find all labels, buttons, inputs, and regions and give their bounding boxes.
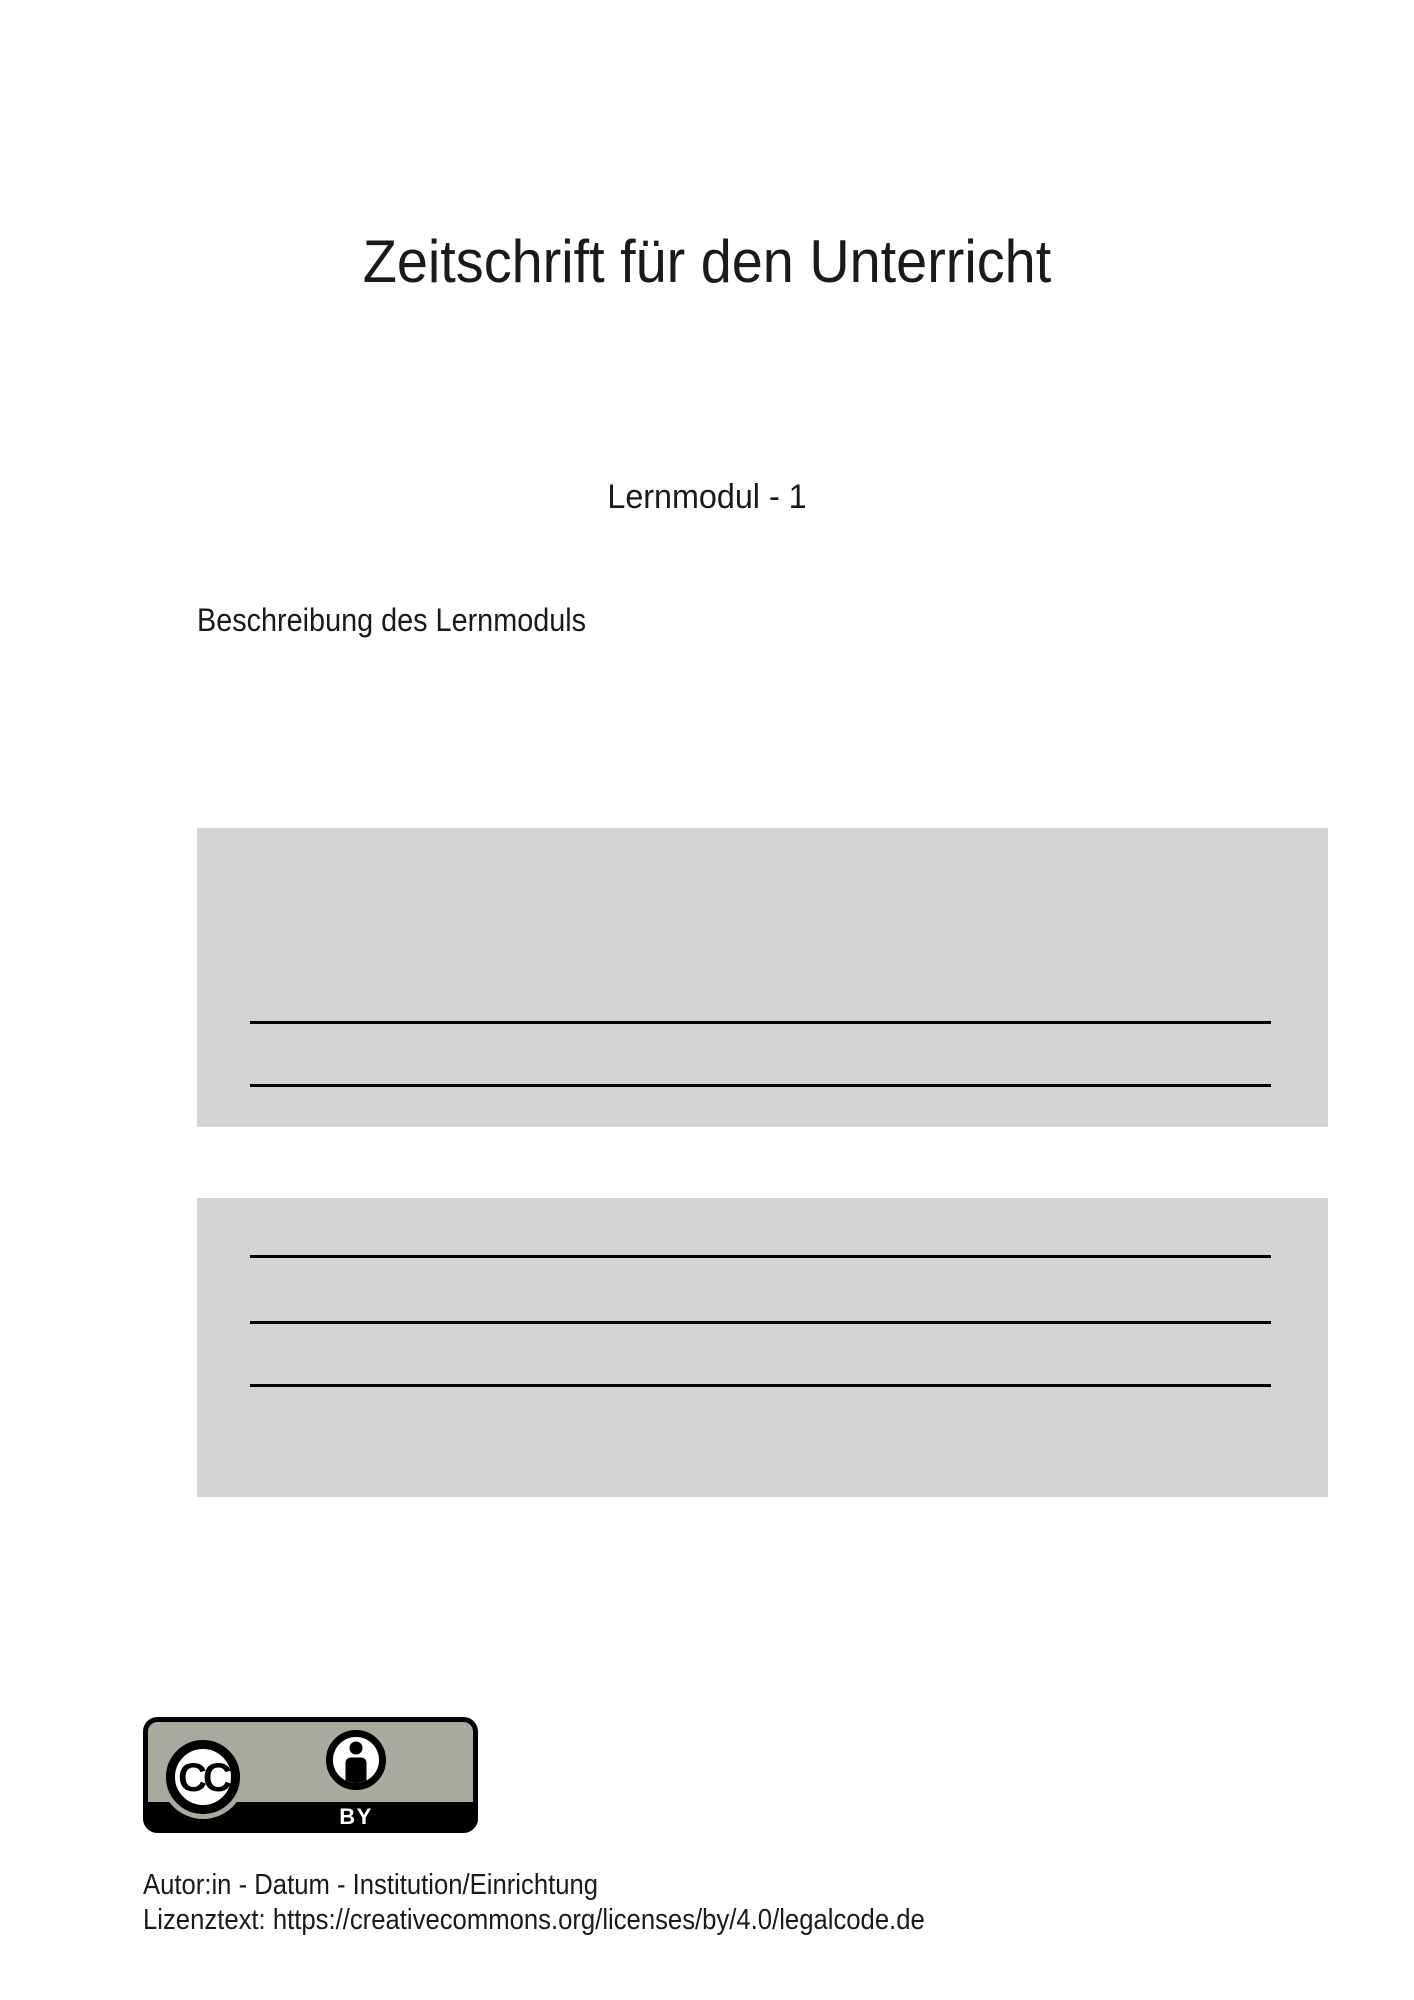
answer-box-1: [197, 828, 1328, 1127]
answer-line: [250, 1021, 1271, 1024]
answer-line: [250, 1321, 1271, 1324]
cc-by-license-badge[interactable]: [143, 1717, 478, 1833]
answer-line: [250, 1084, 1271, 1087]
license-url-link[interactable]: https://creativecommons.org/licenses/by/4.0/legalcode.de: [272, 1904, 925, 1936]
cc-logo-icon: [161, 1735, 245, 1819]
page-title: Zeitschrift für den Unterricht: [362, 228, 1052, 295]
attribution-person-icon: [330, 1734, 383, 1788]
cc-letters: CC: [178, 1756, 228, 1800]
answer-line: [250, 1255, 1271, 1258]
cc-by-badge-graphic: [143, 1717, 478, 1833]
answer-box-2: [197, 1198, 1328, 1497]
by-label: BY: [339, 1804, 373, 1829]
section-heading: Beschreibung des Lernmoduls: [197, 602, 587, 638]
license-text-line: [143, 1904, 925, 1937]
author-credit-line: Autor:in - Datum - Institution/Einrichtung: [143, 1869, 599, 1901]
module-subtitle: Lernmodul - 1: [607, 478, 807, 516]
license-text-label: Lizenztext:: [143, 1904, 273, 1936]
answer-line: [250, 1384, 1271, 1387]
